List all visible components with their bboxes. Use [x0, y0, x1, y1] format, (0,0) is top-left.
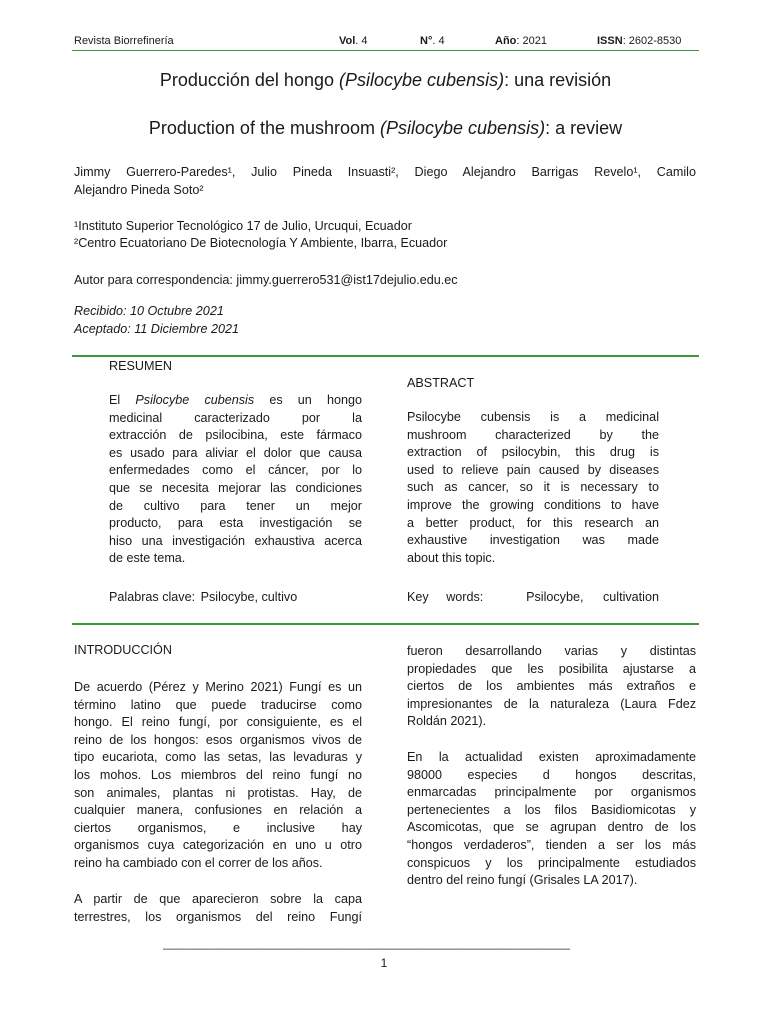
intro-line: reino ha cambiado con el correr de los años.	[74, 855, 323, 870]
intro-line: hongo. El reino fungí, por consiguiente, es el	[74, 715, 362, 730]
abstract-line: mushroom characterized by the	[407, 427, 659, 442]
intro-right-paragraph-2	[407, 749, 696, 890]
intro-line: organismos cuya categorización en uno u otro	[74, 838, 362, 853]
intro-left-paragraph-2	[74, 891, 362, 926]
abstract-line: used to relieve pain caused by diseases	[407, 462, 659, 477]
intro-right-paragraph-1	[407, 643, 696, 731]
authors-line-1: Jimmy Guerrero-Paredes¹, Julio Pineda Insuasti², Diego Alejandro Barrigas Revelo¹, Camilo	[74, 165, 696, 179]
resumen-line: de este tema.	[109, 551, 186, 566]
issue-number: N°. 4	[420, 35, 445, 47]
resumen-line: es usado para aliviar el dolor que causa	[109, 445, 362, 460]
resumen-line: enfermedades como el cáncer, por lo	[109, 463, 362, 478]
issn: ISSN: 2602-8530	[597, 35, 682, 47]
intro-line: término latino que puede traducirse como	[74, 697, 362, 712]
abstract-line: extraction of psilocybin, this drug is	[407, 445, 659, 460]
title-spanish: Producción del hongo (Psilocybe cubensis): una revisión	[159, 70, 612, 90]
correspondence: Autor para correspondencia: jimmy.guerrero531@ist17dejulio.edu.ec	[74, 273, 458, 287]
resumen-line: de cultivo para tener un mejor	[109, 498, 362, 513]
abstract-bottom-rule	[72, 623, 699, 625]
intro-line: enmarcadas principalmente por organismos	[407, 785, 696, 800]
resumen-line: medicinal caracterizado por la	[109, 410, 362, 425]
intro-line: fueron desarrollando varias y distintas	[407, 644, 696, 658]
palabras-clave	[109, 589, 297, 607]
intro-line: son animales, plantas ni protistas. Hay, de	[74, 785, 362, 800]
journal-name: Revista Biorrefinería	[74, 35, 174, 47]
header-rule	[72, 50, 699, 51]
intro-line: reino de los hongos: esos organismos vivos de	[74, 732, 362, 747]
abstract-heading: ABSTRACT	[407, 376, 475, 390]
resumen-line: extracción de psilocibina, este fármaco	[109, 428, 362, 443]
intro-left-paragraph-1	[74, 679, 362, 873]
received-date: Recibido: 10 Octubre 2021	[74, 304, 224, 318]
abstract-line: improve the growing conditions to have	[407, 497, 659, 512]
abstract-line: about this topic.	[407, 550, 496, 565]
key-words-value: Psilocybe, cultivation	[526, 590, 659, 604]
accepted-date: Aceptado: 11 Diciembre 2021	[74, 322, 239, 336]
intro-line: los mohos. Los miembros del reino fungí no	[74, 767, 362, 782]
year: Año: 2021	[495, 35, 547, 47]
abstract-line: such as cancer, so it is necessary to	[407, 480, 659, 495]
intro-line: tipo eucariota, como las setas, las levaduras y	[74, 750, 362, 765]
intro-line: De acuerdo (Pérez y Merino 2021) Fungí es un	[74, 680, 362, 694]
abstract-top-rule	[72, 355, 699, 357]
abstract-line: a better product, for this research an	[407, 515, 659, 530]
intro-line: pertenecientes a los filos Basidiomicotas y	[407, 802, 696, 817]
key-words-label: Key words:	[407, 590, 484, 604]
intro-heading: INTRODUCCIÓN	[74, 643, 172, 657]
palabras-clave-value: Psilocybe, cultivo	[200, 590, 298, 604]
intro-line: ciertos de los ambientes más extraños e	[407, 679, 696, 694]
intro-line: propiedades que les posibilita ajustarse a	[407, 661, 696, 676]
authors	[74, 164, 696, 199]
affiliation-1: ¹Instituto Superior Tecnológico 17 de Julio, Urcuqui, Ecuador	[74, 219, 412, 233]
resumen-line: que se necesita mejorar las condiciones	[109, 480, 362, 495]
intro-line: A partir de que aparecieron sobre la capa	[74, 892, 362, 906]
intro-line: conspicuos y los principalmente estudiados	[407, 855, 696, 870]
authors-line-2: Alejandro Pineda Soto²	[74, 182, 204, 197]
palabras-clave-label: Palabras clave:	[109, 590, 196, 604]
intro-line: 98000 especies d hongos descritas,	[407, 767, 696, 782]
footer-rule: _____________________________________________________________	[163, 936, 571, 950]
abstract-line: exhaustive investigation was made	[407, 533, 659, 548]
intro-line: dentro del reino fungí (Grisales LA 2017).	[407, 873, 638, 888]
intro-line: terrestres, los organismos del reino Fungí	[74, 909, 362, 924]
resumen-line: hiso una investigación exhaustiva acerca	[109, 533, 362, 548]
intro-line: Ascomicotas, que se agrupan dentro de los	[407, 820, 696, 835]
abstract-body	[407, 409, 659, 567]
intro-line: “hongos verdaderos”, tienden a ser los más	[407, 837, 696, 852]
affiliation-2: ²Centro Ecuatoriano De Biotecnología Y Ambiente, Ibarra, Ecuador	[74, 236, 448, 250]
page-number: 1	[380, 956, 388, 970]
resumen-line-1: El Psilocybe cubensis es un hongo	[109, 393, 362, 407]
title-english: Production of the mushroom (Psilocybe cubensis): a review	[148, 118, 623, 138]
intro-line: impresionantes de la naturaleza (Laura Fdez	[407, 696, 696, 711]
intro-line: En la actualidad existen aproximadamente	[407, 750, 696, 764]
abstract-line: Psilocybe cubensis is a medicinal	[407, 410, 659, 424]
resumen-body	[109, 392, 362, 568]
resumen-heading: RESUMEN	[109, 359, 172, 373]
intro-line: ciertos organismos, e inclusive hay	[74, 820, 362, 835]
intro-line: cualquier manera, confusiones en relación a	[74, 803, 362, 818]
intro-line: Roldán 2021).	[407, 714, 487, 729]
resumen-line: producto, para esta investigación se	[109, 516, 362, 531]
volume: Vol. 4	[339, 35, 368, 47]
key-words	[407, 589, 659, 607]
